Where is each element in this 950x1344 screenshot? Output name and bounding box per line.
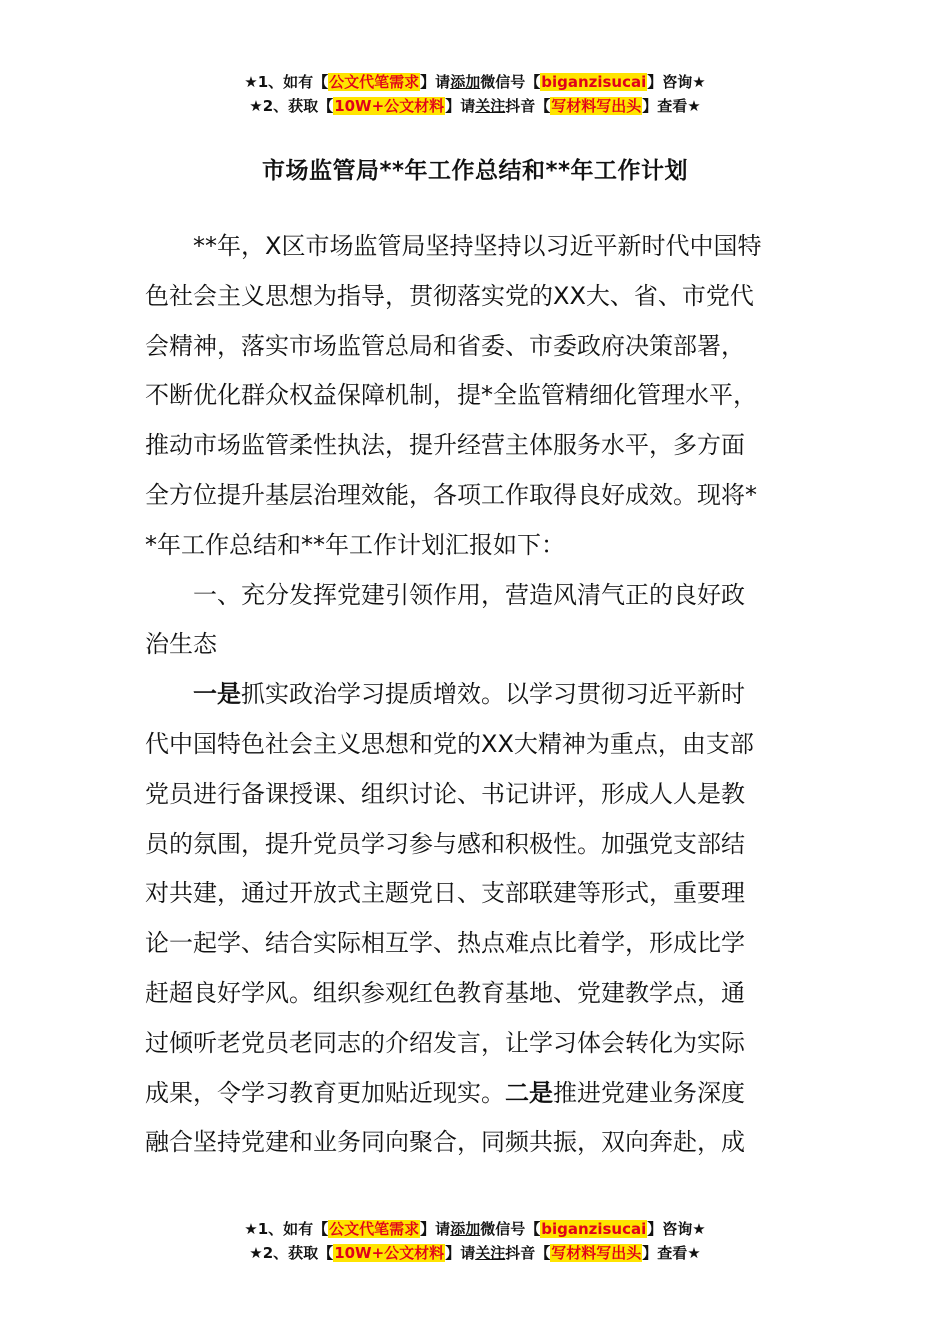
paragraph-line: 过倾听老党员老同志的介绍发言，让学习体会转化为实际 — [145, 1028, 745, 1057]
highlight-douyin: 写材料写出头 — [551, 97, 642, 115]
paragraph-line: 党员进行备课授课、组织讨论、书记讲评，形成人人是教 — [145, 779, 745, 808]
banner-line-1: ★1、如有【公文代笔需求】请添加微信号【biganzisucai】咨询★ — [244, 1220, 706, 1238]
paragraph-line: 成果，令学习教育更加贴近现实。二是推进党建业务深度 — [145, 1078, 745, 1107]
highlight-wechat-id: biganzisucai — [541, 73, 647, 91]
paragraph-line: 会精神，落实市场监管总局和省委、市委政府决策部署， — [145, 331, 745, 360]
section-heading-line: 一、充分发挥党建引领作用，营造风清气正的良好政 — [193, 580, 745, 609]
document-body — [145, 222, 805, 1168]
paragraph-line: 对共建，通过开放式主题党日、支部联建等形式，重要理 — [145, 879, 745, 908]
banner-line-2: ★2、获取【10W+公文材料】请关注抖音【写材料写出头】查看★ — [249, 97, 701, 115]
highlight-service: 公文代笔需求 — [329, 1220, 420, 1238]
bold-marker: 二是 — [505, 1078, 553, 1107]
paragraph-line: *年工作总结和**年工作计划汇报如下： — [145, 530, 565, 559]
paragraph-line: 色社会主义思想为指导，贯彻落实党的XX大、省、市党代 — [145, 281, 754, 310]
paragraph-line: **年，X区市场监管局坚持坚持以习近平新时代中国特 — [193, 232, 762, 260]
paragraph-line: 全方位提升基层治理效能，各项工作取得良好成效。现将* — [145, 480, 757, 509]
bold-marker: 一是 — [193, 680, 241, 709]
paragraph-line: 融合坚持党建和业务同向聚合，同频共振，双向奔赴，成 — [145, 1128, 745, 1157]
highlight-materials: 10W+公文材料 — [334, 1244, 445, 1262]
paragraph-line: 代中国特色社会主义思想和党的XX大精神为重点，由支部 — [145, 729, 754, 758]
highlight-materials: 10W+公文材料 — [334, 97, 445, 115]
section-heading-line: 治生态 — [145, 630, 217, 659]
banner-line-2: ★2、获取【10W+公文材料】请关注抖音【写材料写出头】查看★ — [249, 1244, 701, 1262]
paragraph-line: 推动市场监管柔性执法，提升经营主体服务水平，多方面 — [145, 431, 745, 460]
highlight-douyin: 写材料写出头 — [551, 1244, 642, 1262]
banner-line-1: ★1、如有【公文代笔需求】请添加微信号【biganzisucai】咨询★ — [244, 73, 706, 91]
top-banner — [0, 70, 950, 118]
paragraph-line: 不断优化群众权益保障机制，提*全监管精细化管理水平， — [145, 381, 757, 410]
highlight-service: 公文代笔需求 — [329, 73, 420, 91]
paragraph-line: 员的氛围，提升党员学习参与感和积极性。加强党支部结 — [145, 829, 745, 858]
highlight-wechat-id: biganzisucai — [541, 1220, 647, 1238]
paragraph-line: 一是抓实政治学习提质增效。以学习贯彻习近平新时 — [193, 680, 745, 709]
paragraph-line: 赶超良好学风。组织参观红色教育基地、党建教学点，通 — [145, 978, 745, 1007]
bottom-banner — [0, 1217, 950, 1265]
document-title: 市场监管局**年工作总结和**年工作计划 — [261, 158, 689, 184]
paragraph-line: 论一起学、结合实际相互学、热点难点比着学，形成比学 — [145, 929, 745, 958]
